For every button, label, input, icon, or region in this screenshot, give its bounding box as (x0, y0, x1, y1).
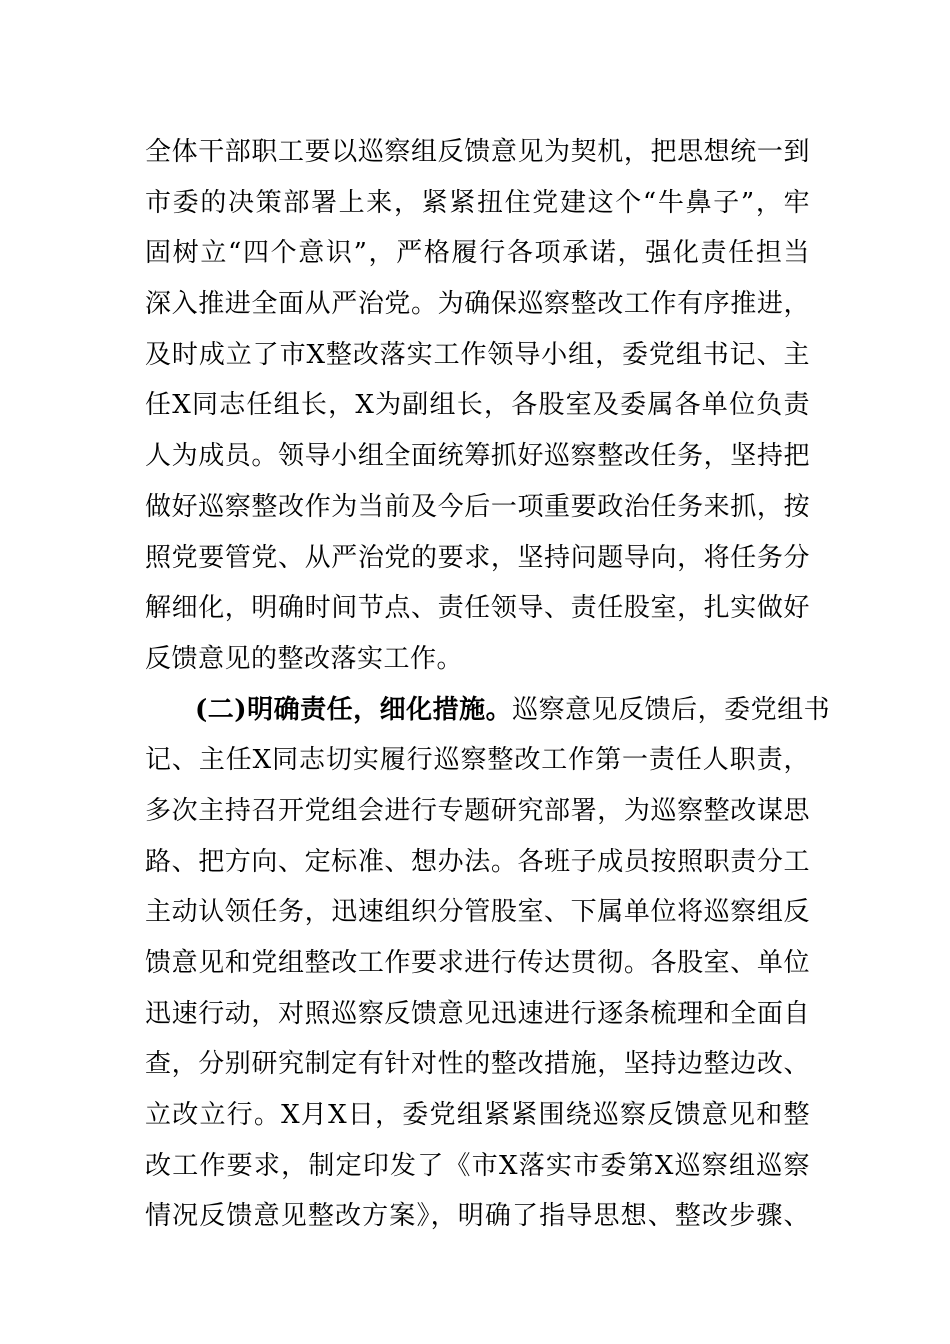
paragraph-1-line-4: 深入推进全面从严治党。为确保巡察整改工作有序推进， (145, 289, 810, 320)
paragraph-2-line-9: 立改立行。X月X日，委党组紧紧围绕巡察反馈意见和整 (145, 1100, 810, 1131)
paragraph-2-line-4: 路、把方向、定标准、想办法。各班子成员按照职责分工 (145, 846, 810, 877)
paragraph-1-line-2: 市委的决策部署上来，紧紧扭住党建这个“牛鼻子”，牢 (145, 187, 810, 218)
paragraph-1-line-5: 及时成立了市X整改落实工作领导小组，委党组书记、主 (145, 339, 810, 370)
paragraph-1-line-7: 人为成员。领导小组全面统筹抓好巡察整改任务，坚持把 (145, 441, 810, 472)
paragraph-2 (145, 685, 831, 1243)
paragraph-1-line-6: 任X同志任组长，X为副组长，各股室及委属各单位负责 (145, 390, 810, 421)
paragraph-2-line-8: 查，分别研究制定有针对性的整改措施，坚持边整边改、 (145, 1049, 810, 1080)
paragraph-2-line-10: 改工作要求，制定印发了《市X落实市委第X巡察组巡察 (145, 1150, 810, 1181)
paragraph-2-line-7: 迅速行动，对照巡察反馈意见迅速进行逐条梳理和全面自 (145, 998, 810, 1029)
paragraph-1 (145, 127, 810, 685)
paragraph-2-line-1-text: 巡察意见反馈后，委党组书 (512, 694, 831, 725)
paragraph-1-line-8: 做好巡察整改作为当前及今后一项重要政治任务来抓，按 (145, 491, 810, 522)
paragraph-1-line-3: 固树立“四个意识”，严格履行各项承诺，强化责任担当 (145, 238, 810, 269)
paragraph-2-line-6: 馈意见和党组整改工作要求进行传达贯彻。各股室、单位 (145, 948, 810, 978)
paragraph-2-line-1 (145, 685, 831, 736)
paragraph-1-line-9: 照党要管党、从严治党的要求，坚持问题导向，将任务分 (145, 542, 810, 573)
paragraph-2-line-5: 主动认领任务，迅速组织分管股室、下属单位将巡察组反 (145, 897, 810, 928)
paragraph-2-line-2: 记、主任X同志切实履行巡察整改工作第一责任人职责， (145, 745, 810, 776)
paragraph-1-line-11: 反馈意见的整改落实工作。 (145, 643, 464, 674)
paragraph-1-line-10: 解细化，明确时间节点、责任领导、责任股室，扎实做好 (145, 593, 810, 624)
document-body (145, 127, 831, 1242)
section-heading: (二)明确责任，细化措施。 (195, 694, 513, 725)
paragraph-2-line-3: 多次主持召开党组会进行专题研究部署，为巡察整改谋思 (145, 795, 810, 826)
paragraph-1-line-1: 全体干部职工要以巡察组反馈意见为契机，把思想统一到 (145, 137, 810, 167)
paragraph-2-line-11: 情况反馈意见整改方案》，明确了指导思想、整改步骤、 (145, 1201, 810, 1232)
